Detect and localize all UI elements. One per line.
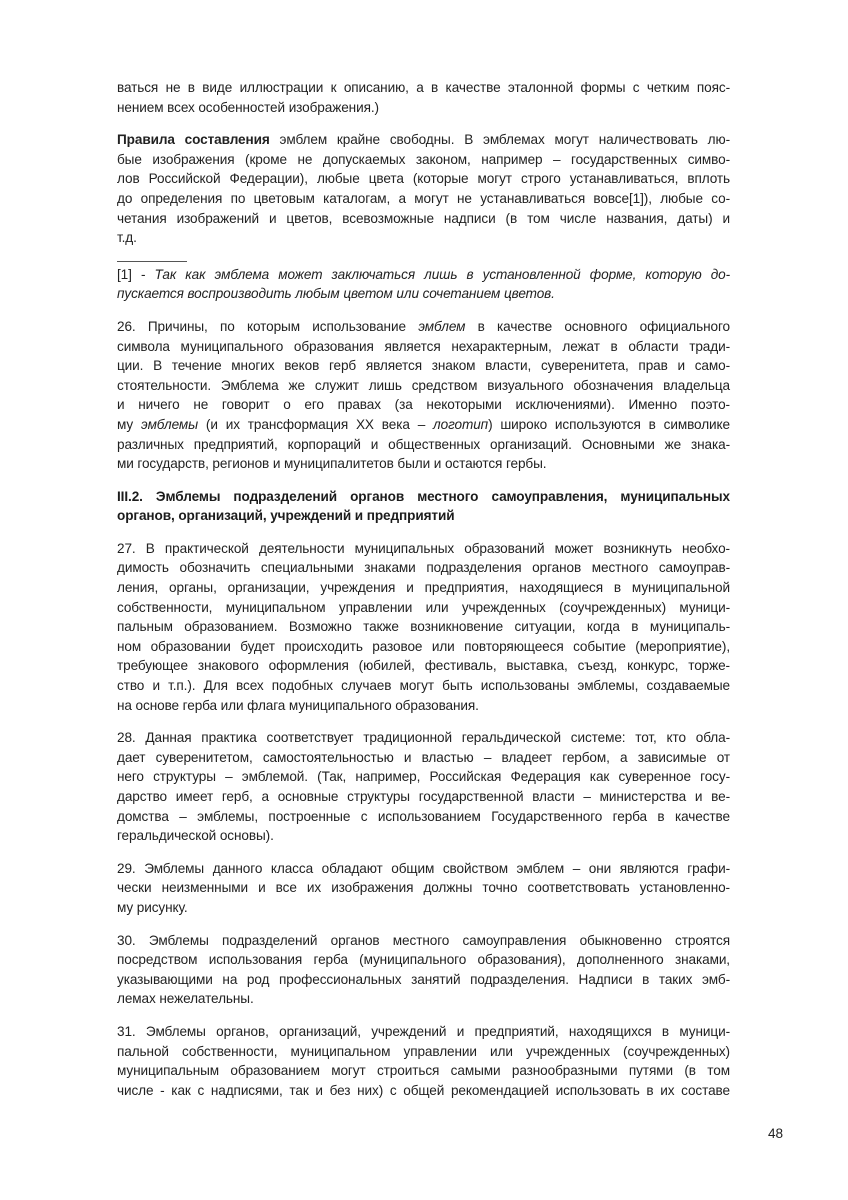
text-run: 31. Эмблемы органов, организаций, учреждений и предприятий, находящихся в муници- (117, 1023, 730, 1039)
text-line (117, 435, 730, 455)
bold-text-run: Правила составления (117, 132, 270, 148)
text-run: четания изображений и цветов, всевозможные надписи (в том числе названия, даты) и (117, 210, 730, 226)
paragraph-29 (117, 859, 730, 918)
text-line (117, 337, 730, 357)
text-line (117, 637, 730, 657)
paragraph-27 (117, 539, 730, 715)
text-run: ваться не в виде иллюстрации к описанию, а в качестве эталонной формы с четким пояс- (117, 80, 730, 95)
text-run: III.2. Эмблемы подразделений органов местного самоуправления, муниципальных (117, 488, 730, 504)
text-run: пальной собственности, муниципальном управлении или учрежденных (соучрежденных) (117, 1043, 730, 1059)
paragraph-26 (117, 317, 730, 474)
text-line (117, 1022, 730, 1042)
text-line (117, 878, 730, 898)
text-run: 28. Данная практика соответствует традиционной геральдической системе: тот, кто обла- (117, 730, 730, 746)
text-run: различных предприятий, корпораций и общественных организаций. Основными же знака- (117, 436, 730, 452)
italic-text-run: пускается воспроизводить любым цветом или сочетанием цветов. (117, 286, 555, 302)
text-line (117, 78, 730, 98)
text-run: му рисунку. (117, 899, 188, 915)
text-run: 26. Причины, по которым использование (117, 318, 419, 334)
text-line (117, 228, 730, 248)
text-line (117, 558, 730, 578)
text-run: в качестве основного официального (465, 318, 731, 334)
text-run: и ничего не говорит о его правах (за некоторыми исключениями). Именно поэто- (117, 397, 730, 413)
paragraph-continuation (117, 78, 730, 117)
text-line (117, 598, 730, 618)
text-run: до определения по цветовым каталогам, а могут не устанавливаться вовсе[1]), любые со- (117, 190, 730, 206)
text-run: 30. Эмблемы подразделений органов местного самоуправления обыкновенно строятся (117, 932, 730, 948)
italic-text-run: эмблем (418, 318, 466, 334)
text-run: 27. В практической деятельности муниципальных образований может возникнуть необхо- (117, 540, 730, 556)
text-line (117, 1081, 730, 1101)
text-line (117, 98, 730, 118)
italic-text-run: эмблемы (140, 416, 199, 432)
text-run: дарство имеет герб, а основные структуры государственной власти – министерства и ве- (117, 789, 730, 804)
text-line (117, 539, 730, 559)
text-line (117, 950, 730, 970)
text-line (117, 150, 730, 170)
text-run: нением всех особенностей изображения.) (117, 99, 379, 115)
text-line (117, 728, 730, 748)
text-line (117, 356, 730, 376)
text-run: чески неизменными и все их изображения должны точно соответствовать установленно- (117, 880, 730, 896)
text-line (117, 696, 730, 716)
text-run: символа муниципального образования является нехарактерным, лежат в области тради- (117, 338, 730, 354)
text-run: числе - как с надписями, так и без них) с общей рекомендацией использовать в их составе (117, 1082, 730, 1098)
text-line (117, 376, 730, 396)
text-line (117, 826, 730, 846)
text-line (117, 931, 730, 951)
text-line (117, 767, 730, 787)
text-run: [1] - (117, 266, 155, 282)
text-run: на основе герба или флага муниципального образования. (117, 697, 479, 713)
text-line (117, 415, 730, 435)
italic-text-run: логотип (433, 416, 489, 432)
text-run: лемах нежелательны. (117, 991, 254, 1007)
text-run: димость обозначить специальными знаками подразделения органов местного самоуправ- (117, 560, 730, 576)
text-run: геральдической основы). (117, 828, 274, 844)
text-line (117, 859, 730, 879)
text-line (117, 807, 730, 827)
text-run: пальным образованием. Возможно также возникновение ситуации, когда в муниципаль- (117, 619, 730, 635)
text-run: эмблем крайне свободны. В эмблемах могут наличествовать лю- (269, 132, 730, 148)
text-line (117, 395, 730, 415)
text-run: ции. В течение многих веков герб является знаком власти, суверенитета, прав и само- (117, 358, 730, 374)
text-run: домства – эмблемы, построенные с использованием Государственного герба в качестве (117, 808, 730, 824)
text-run: му (117, 416, 141, 432)
text-run: бые изображения (кроме не допускаемых законом, например – государственных симво- (117, 151, 730, 167)
text-run: указывающими на род профессиональных занятий подразделения. Надписи в таких эмб- (117, 971, 730, 987)
text-run: (и их трансформация XX века – (198, 416, 434, 432)
text-run: требующее знакового оформления (юбилей, фестиваль, выставка, съезд, конкурс, торже- (117, 658, 730, 674)
text-line (117, 748, 730, 768)
text-run: стоятельности. Эмблема же служит лишь средством визуального обозначения владельца (117, 377, 730, 393)
text-run: лов Российской Федерации), любые цвета (которые могут строго устанавливаться, вплоть (117, 171, 730, 187)
paragraph-31 (117, 1022, 730, 1100)
text-line (117, 617, 730, 637)
text-run: т.д. (117, 230, 137, 246)
text-run: ) широко используются в символике (488, 416, 730, 432)
paragraph-rules (117, 130, 730, 248)
text-run: органов, организаций, учреждений и предприятий (117, 508, 455, 524)
text-line (117, 656, 730, 676)
text-line (117, 970, 730, 990)
text-run: ми государств, регионов и муниципалитетов были и остаются гербы. (117, 456, 547, 472)
page-body (117, 78, 730, 1113)
text-line (117, 1061, 730, 1081)
text-line (117, 1042, 730, 1062)
page-number: 48 (768, 1126, 784, 1141)
text-run: него структуры – эмблемой. (Так, например, Российская Федерация как суверенное госу- (117, 769, 730, 785)
text-line (117, 506, 730, 526)
text-run: дает суверенитетом, самостоятельностью и властью – владеет гербом, а зависимые от (117, 749, 730, 765)
text-line (117, 787, 730, 807)
paragraph-30 (117, 931, 730, 1009)
text-run: муниципальным образованием могут строиться самыми разнообразными путями (в том (117, 1063, 730, 1079)
text-line (117, 189, 730, 209)
text-line (117, 676, 730, 696)
footnote (117, 265, 730, 304)
italic-text-run: Так как эмблема может заключаться лишь в установленной форме, которую до- (154, 266, 730, 282)
text-line (117, 284, 730, 304)
text-line (117, 265, 730, 285)
text-line (117, 169, 730, 189)
text-line (117, 130, 730, 150)
text-run: ления, органы, организации, учреждения и предприятия, находящиеся в муниципальной (117, 580, 730, 596)
section-heading (117, 487, 730, 526)
text-line (117, 487, 730, 507)
text-run: ство и т.п.). Для всех подобных случаев могут быть использованы эмблемы, создаваемые (117, 678, 730, 694)
text-line (117, 989, 730, 1009)
footnote-divider (117, 261, 187, 262)
text-run: ном образовании будет происходить разовое или повторяющееся событие (мероприятие), (117, 638, 730, 654)
text-line (117, 454, 730, 474)
paragraph-28 (117, 728, 730, 846)
text-run: 29. Эмблемы данного класса обладают общим свойством эмблем – они являются графи- (117, 860, 730, 876)
text-line (117, 209, 730, 229)
text-run: собственности, муниципальном управлении или учрежденных (соучрежденных) муници- (117, 599, 730, 615)
text-line (117, 578, 730, 598)
text-run: посредством использования герба (муниципального образования), дополненного знаками, (117, 952, 730, 968)
text-line (117, 898, 730, 918)
text-line (117, 317, 730, 337)
